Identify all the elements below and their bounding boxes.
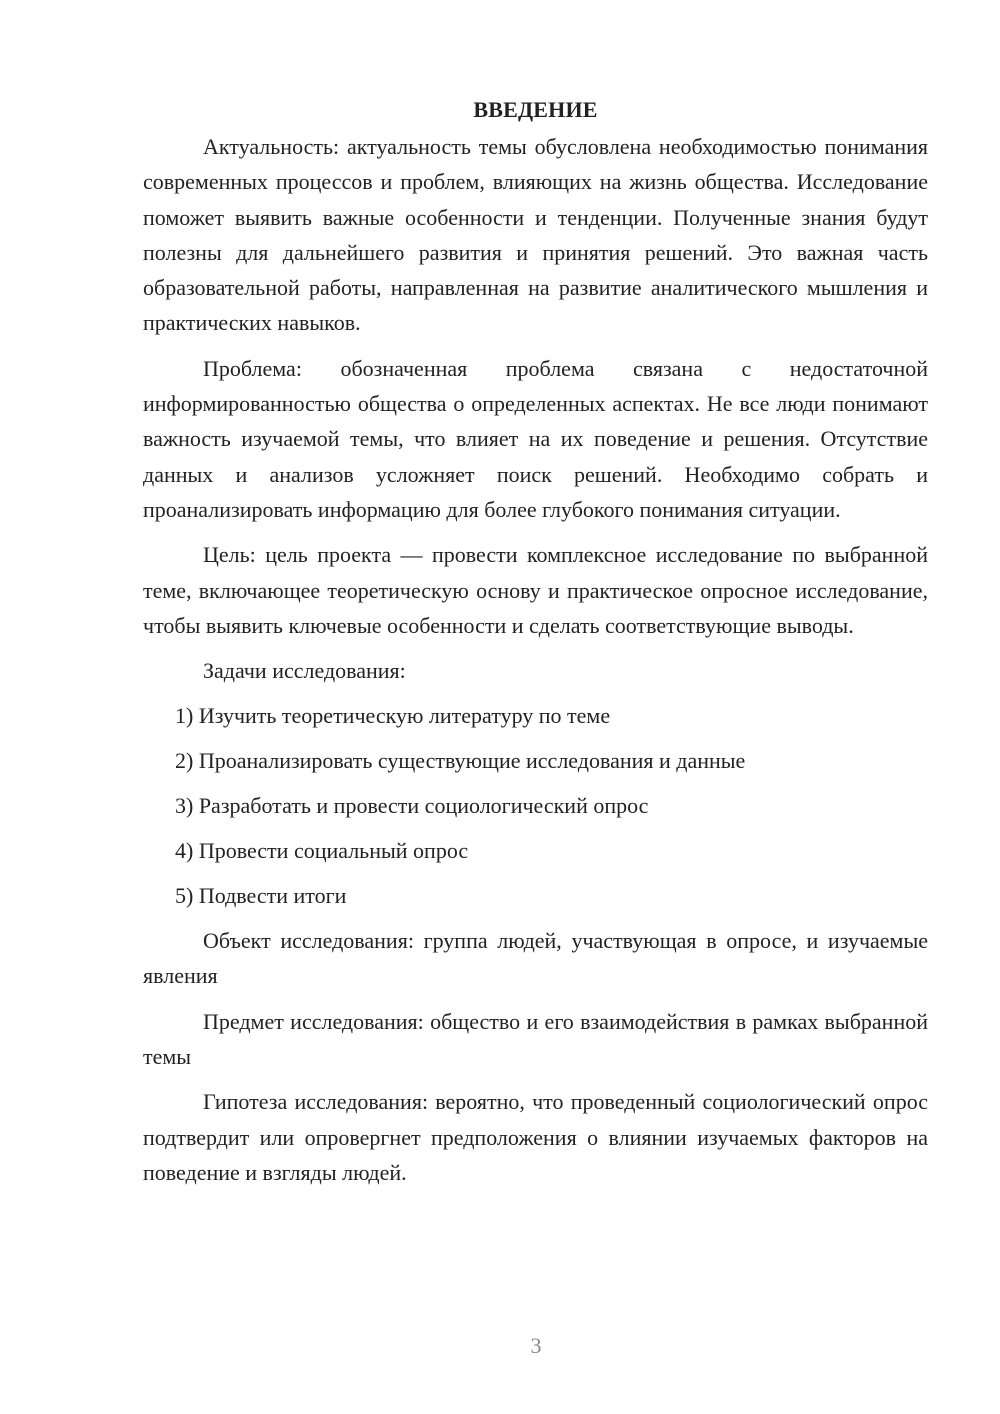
paragraph-problem: Проблема: обозначенная проблема связана с недостаточной информированностью общества о определенных аспектах. Не все люди понимают важность изучаемой темы, что влияет на их поведение и решения. Отсутствие данных и анализов усложняет поиск решений. Необходимо собрать и проанализировать информацию для более глубокого понимания ситуации. — [143, 355, 928, 522]
paragraph-object: Объект исследования: группа людей, участвующая в опросе, и изучаемые явления — [143, 928, 928, 989]
task-list — [143, 698, 928, 913]
task-item: 3) Разработать и провести социологический опрос — [175, 793, 649, 819]
paragraph-hypothesis: Гипотеза исследования: вероятно, что проведенный социологический опрос подтвердит или опровергнет предположения о влиянии изучаемых факторов на поведение и взгляды людей. — [143, 1089, 928, 1185]
section-heading: ВВЕДЕНИЕ — [473, 97, 598, 122]
paragraph-relevance: Актуальность: актуальность темы обусловлена необходимостью понимания современных процессов и проблем, влияющих на жизнь общества. Исследование поможет выявить важные особенности и тенденции. Полученные знания будут полезны для дальнейшего развития и принятия решений. Это важная часть образовательной работы, направленная на развитие аналитического мышления и практических навыков. — [143, 134, 928, 336]
paragraph-subject: Предмет исследования: общество и его взаимодействия в рамках выбранной темы — [143, 1008, 928, 1070]
task-item: 5) Подвести итоги — [175, 883, 347, 909]
paragraph-goal: Цель: цель проекта — провести комплексное исследование по выбранной теме, включающее теоретическую основу и практическое опросное исследование, чтобы выявить ключевые особенности и сделать соответствующие выводы. — [143, 542, 928, 638]
task-item: 4) Провести социальный опрос — [175, 838, 469, 864]
task-item: 1) Изучить теоретическую литературу по теме — [175, 703, 611, 729]
page-number: 3 — [530, 1333, 542, 1358]
page-content — [143, 92, 928, 1200]
task-item: 2) Проанализировать существующие исследования и данные — [175, 748, 746, 774]
tasks-title: Задачи исследования: — [203, 658, 406, 684]
